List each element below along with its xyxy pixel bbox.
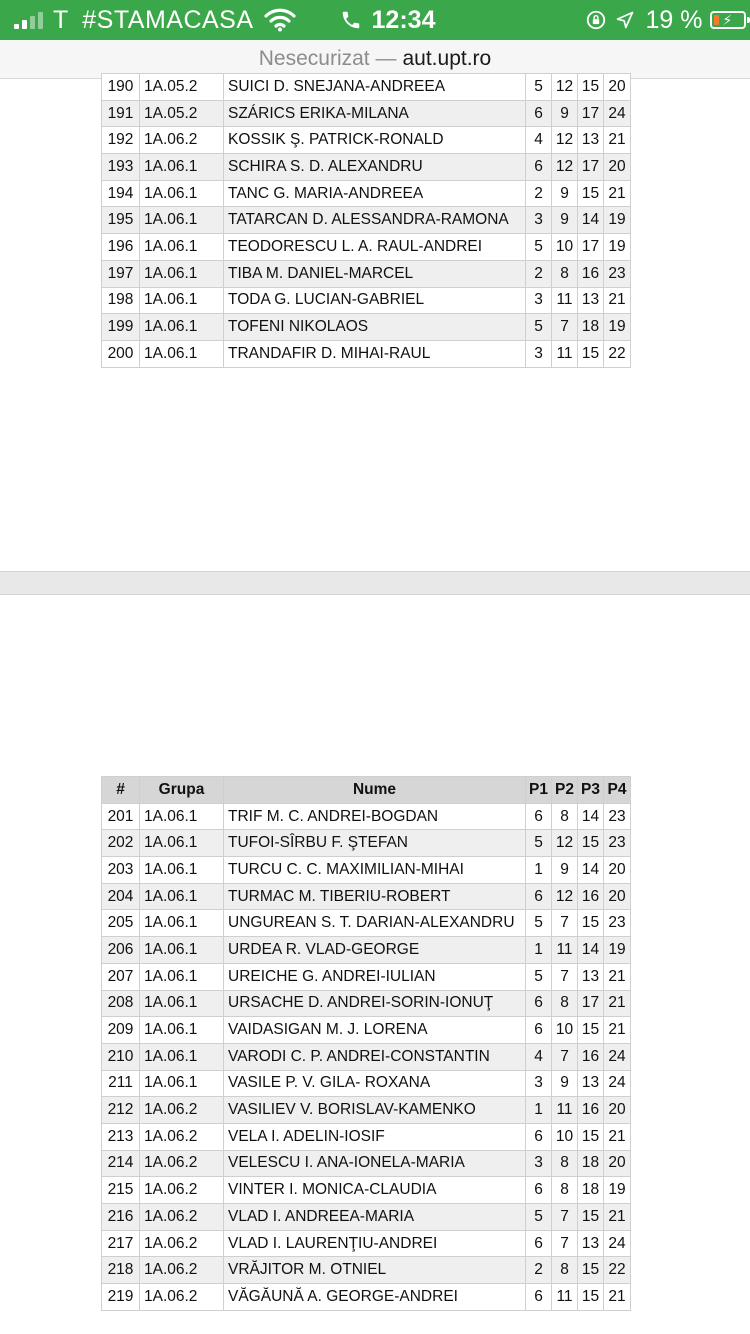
cell-grupa: 1A.06.1 <box>140 910 224 937</box>
cell-nume: TATARCAN D. ALESSANDRA-RAMONA <box>224 207 526 234</box>
cell-grupa: 1A.06.1 <box>140 830 224 857</box>
cell-grupa: 1A.06.2 <box>140 1177 224 1204</box>
cell-p3: 15 <box>578 1123 604 1150</box>
cell-p2: 12 <box>552 154 578 181</box>
cell-p3: 14 <box>578 803 604 830</box>
wifi-icon <box>264 8 296 32</box>
cell-p2: 8 <box>552 1150 578 1177</box>
cell-p1: 6 <box>526 1230 552 1257</box>
cell-number: 212 <box>102 1097 140 1124</box>
cell-p1: 2 <box>526 180 552 207</box>
cell-number: 196 <box>102 234 140 261</box>
table-row <box>102 857 631 884</box>
cell-number: 213 <box>102 1123 140 1150</box>
cell-number: 203 <box>102 857 140 884</box>
cell-p2: 7 <box>552 314 578 341</box>
table-row <box>102 260 631 287</box>
cell-p1: 5 <box>526 830 552 857</box>
cell-p2: 12 <box>552 883 578 910</box>
cell-grupa: 1A.06.1 <box>140 234 224 261</box>
table-row <box>102 1257 631 1284</box>
cell-p4: 21 <box>604 1284 631 1311</box>
cell-nume: VRĂJITOR M. OTNIEL <box>224 1257 526 1284</box>
cell-p1: 4 <box>526 1043 552 1070</box>
cell-number: 207 <box>102 963 140 990</box>
cell-nume: VLAD I. LAURENŢIU-ANDREI <box>224 1230 526 1257</box>
cell-p3: 13 <box>578 1230 604 1257</box>
table-row <box>102 1123 631 1150</box>
cell-p3: 15 <box>578 74 604 101</box>
table-row <box>102 180 631 207</box>
cell-p1: 6 <box>526 883 552 910</box>
cell-grupa: 1A.06.1 <box>140 1070 224 1097</box>
cell-p2: 7 <box>552 1204 578 1231</box>
cell-p2: 10 <box>552 1123 578 1150</box>
cell-p3: 13 <box>578 127 604 154</box>
cell-p1: 6 <box>526 1017 552 1044</box>
cell-p2: 9 <box>552 1070 578 1097</box>
cell-number: 214 <box>102 1150 140 1177</box>
grades-table-page-2 <box>101 776 631 1311</box>
cell-p1: 5 <box>526 963 552 990</box>
column-header-p1: P1 <box>526 777 552 804</box>
cell-number: 198 <box>102 287 140 314</box>
cell-p3: 18 <box>578 314 604 341</box>
cell-p1: 6 <box>526 154 552 181</box>
cell-nume: VAIDASIGAN M. J. LORENA <box>224 1017 526 1044</box>
cell-p2: 10 <box>552 1017 578 1044</box>
cell-p4: 22 <box>604 1257 631 1284</box>
cell-p1: 5 <box>526 910 552 937</box>
cell-grupa: 1A.06.2 <box>140 1097 224 1124</box>
table-row <box>102 1097 631 1124</box>
cell-p3: 15 <box>578 830 604 857</box>
cell-number: 208 <box>102 990 140 1017</box>
cell-p4: 24 <box>604 1043 631 1070</box>
cell-p2: 8 <box>552 1177 578 1204</box>
cell-p1: 2 <box>526 260 552 287</box>
cell-number: 199 <box>102 314 140 341</box>
cell-grupa: 1A.06.1 <box>140 990 224 1017</box>
cell-p2: 7 <box>552 910 578 937</box>
cell-grupa: 1A.06.1 <box>140 883 224 910</box>
cell-p1: 1 <box>526 1097 552 1124</box>
cell-p3: 17 <box>578 100 604 127</box>
cell-p1: 6 <box>526 100 552 127</box>
cell-p3: 15 <box>578 910 604 937</box>
column-header-p2: P2 <box>552 777 578 804</box>
cell-nume: VELA I. ADELIN-IOSIF <box>224 1123 526 1150</box>
cell-p4: 20 <box>604 1150 631 1177</box>
cell-grupa: 1A.06.1 <box>140 1017 224 1044</box>
cell-p3: 15 <box>578 1204 604 1231</box>
cell-p2: 9 <box>552 180 578 207</box>
cell-grupa: 1A.06.2 <box>140 1230 224 1257</box>
cell-p4: 20 <box>604 74 631 101</box>
cell-p3: 16 <box>578 1097 604 1124</box>
cell-number: 200 <box>102 340 140 367</box>
cell-p4: 21 <box>604 1123 631 1150</box>
cell-p4: 22 <box>604 340 631 367</box>
cell-p1: 1 <box>526 857 552 884</box>
table-row <box>102 830 631 857</box>
column-header-p4: P4 <box>604 777 631 804</box>
cell-number: 201 <box>102 803 140 830</box>
cell-nume: URDEA R. VLAD-GEORGE <box>224 937 526 964</box>
cell-p2: 11 <box>552 937 578 964</box>
cell-p3: 16 <box>578 260 604 287</box>
table-row <box>102 1230 631 1257</box>
cell-nume: VASILIEV V. BORISLAV-KAMENKO <box>224 1097 526 1124</box>
table-row <box>102 990 631 1017</box>
cell-p4: 20 <box>604 1097 631 1124</box>
cell-p4: 19 <box>604 937 631 964</box>
cell-nume: UREICHE G. ANDREI-IULIAN <box>224 963 526 990</box>
grades-table-page-1 <box>101 73 631 368</box>
cell-grupa: 1A.06.1 <box>140 857 224 884</box>
table-row <box>102 207 631 234</box>
cell-p4: 24 <box>604 1070 631 1097</box>
cell-grupa: 1A.06.2 <box>140 1150 224 1177</box>
cell-p3: 16 <box>578 883 604 910</box>
table-header-row <box>102 777 631 804</box>
cell-number: 202 <box>102 830 140 857</box>
cell-p4: 21 <box>604 287 631 314</box>
cell-p1: 5 <box>526 314 552 341</box>
cell-p2: 8 <box>552 990 578 1017</box>
cell-number: 193 <box>102 154 140 181</box>
cell-p2: 7 <box>552 1043 578 1070</box>
cell-number: 219 <box>102 1284 140 1311</box>
table-row <box>102 340 631 367</box>
cell-grupa: 1A.06.1 <box>140 180 224 207</box>
cell-nume: KOSSIK Ş. PATRICK-RONALD <box>224 127 526 154</box>
cell-nume: TOFENI NIKOLAOS <box>224 314 526 341</box>
table-row <box>102 1177 631 1204</box>
cell-number: 217 <box>102 1230 140 1257</box>
cellular-signal-icon <box>14 11 43 29</box>
cell-number: 197 <box>102 260 140 287</box>
orientation-lock-icon <box>585 9 607 31</box>
cell-p4: 19 <box>604 207 631 234</box>
cell-p3: 18 <box>578 1177 604 1204</box>
cell-grupa: 1A.05.2 <box>140 74 224 101</box>
table-row <box>102 1150 631 1177</box>
cell-grupa: 1A.06.1 <box>140 287 224 314</box>
table-row <box>102 100 631 127</box>
cell-nume: SCHIRA S. D. ALEXANDRU <box>224 154 526 181</box>
cell-p2: 8 <box>552 803 578 830</box>
cell-p3: 15 <box>578 1017 604 1044</box>
cell-p1: 6 <box>526 803 552 830</box>
cell-p4: 24 <box>604 100 631 127</box>
table-row <box>102 234 631 261</box>
cell-p3: 16 <box>578 1043 604 1070</box>
cell-grupa: 1A.06.1 <box>140 963 224 990</box>
cell-p4: 21 <box>604 990 631 1017</box>
cell-nume: TIBA M. DANIEL-MARCEL <box>224 260 526 287</box>
cell-p2: 12 <box>552 74 578 101</box>
cell-grupa: 1A.05.2 <box>140 100 224 127</box>
cell-p2: 9 <box>552 207 578 234</box>
cell-p4: 23 <box>604 803 631 830</box>
security-indicator: Nesecurizat — <box>258 47 397 70</box>
table-row <box>102 154 631 181</box>
cell-number: 190 <box>102 74 140 101</box>
cell-p4: 20 <box>604 154 631 181</box>
cell-nume: VLAD I. ANDREEA-MARIA <box>224 1204 526 1231</box>
cell-p4: 23 <box>604 910 631 937</box>
cell-number: 218 <box>102 1257 140 1284</box>
cell-p2: 11 <box>552 340 578 367</box>
cell-number: 216 <box>102 1204 140 1231</box>
cell-nume: TUFOI-SÎRBU F. ŞTEFAN <box>224 830 526 857</box>
cell-grupa: 1A.06.2 <box>140 1123 224 1150</box>
cell-p1: 5 <box>526 74 552 101</box>
battery-charging-icon: ⚡ <box>710 11 746 29</box>
cell-nume: TODA G. LUCIAN-GABRIEL <box>224 287 526 314</box>
cell-p3: 13 <box>578 963 604 990</box>
cell-p4: 23 <box>604 830 631 857</box>
table-row <box>102 287 631 314</box>
cell-p2: 10 <box>552 234 578 261</box>
url-host: aut.upt.ro <box>402 47 492 70</box>
cell-nume: URSACHE D. ANDREI-SORIN-IONUŢ <box>224 990 526 1017</box>
cell-nume: TEODORESCU L. A. RAUL-ANDREI <box>224 234 526 261</box>
cell-grupa: 1A.06.2 <box>140 1257 224 1284</box>
cell-p4: 21 <box>604 963 631 990</box>
carrier-name: T <box>53 5 69 34</box>
cell-nume: VĂGĂUNĂ A. GEORGE-ANDREI <box>224 1284 526 1311</box>
cell-number: 194 <box>102 180 140 207</box>
cell-p3: 15 <box>578 180 604 207</box>
table-row <box>102 314 631 341</box>
table-row <box>102 74 631 101</box>
cell-number: 205 <box>102 910 140 937</box>
cell-nume: VINTER I. MONICA-CLAUDIA <box>224 1177 526 1204</box>
cell-grupa: 1A.06.1 <box>140 260 224 287</box>
clock-time: 12:34 <box>371 5 436 34</box>
cell-nume: SZÁRICS ERIKA-MILANA <box>224 100 526 127</box>
cell-p3: 14 <box>578 937 604 964</box>
cell-p1: 5 <box>526 234 552 261</box>
cell-p3: 14 <box>578 207 604 234</box>
cell-p3: 17 <box>578 234 604 261</box>
cell-p1: 6 <box>526 1284 552 1311</box>
cell-number: 215 <box>102 1177 140 1204</box>
location-arrow-icon <box>615 10 635 30</box>
cell-nume: TRIF M. C. ANDREI-BOGDAN <box>224 803 526 830</box>
cell-grupa: 1A.06.1 <box>140 803 224 830</box>
column-header-nume: Nume <box>224 777 526 804</box>
table-row <box>102 1070 631 1097</box>
cell-p4: 24 <box>604 1230 631 1257</box>
cell-p2: 8 <box>552 260 578 287</box>
cell-p2: 9 <box>552 100 578 127</box>
cell-p1: 6 <box>526 1177 552 1204</box>
table-row <box>102 803 631 830</box>
cell-p3: 18 <box>578 1150 604 1177</box>
cell-grupa: 1A.06.1 <box>140 154 224 181</box>
cell-number: 195 <box>102 207 140 234</box>
cell-p3: 13 <box>578 287 604 314</box>
cell-p3: 17 <box>578 154 604 181</box>
cell-p3: 14 <box>578 857 604 884</box>
cell-p4: 19 <box>604 314 631 341</box>
column-header-p3: P3 <box>578 777 604 804</box>
cell-nume: TURMAC M. TIBERIU-ROBERT <box>224 883 526 910</box>
cell-p4: 20 <box>604 883 631 910</box>
cell-grupa: 1A.06.2 <box>140 127 224 154</box>
column-header-number: # <box>102 777 140 804</box>
cell-p2: 11 <box>552 287 578 314</box>
cell-nume: VARODI C. P. ANDREI-CONSTANTIN <box>224 1043 526 1070</box>
cell-grupa: 1A.06.1 <box>140 340 224 367</box>
cell-p4: 19 <box>604 234 631 261</box>
cell-p1: 4 <box>526 127 552 154</box>
table-row <box>102 1204 631 1231</box>
table-row <box>102 910 631 937</box>
column-header-grupa: Grupa <box>140 777 224 804</box>
cell-p4: 21 <box>604 1204 631 1231</box>
cell-grupa: 1A.06.2 <box>140 1204 224 1231</box>
cell-p3: 17 <box>578 990 604 1017</box>
cell-nume: VASILE P. V. GILA- ROXANA <box>224 1070 526 1097</box>
cell-p1: 3 <box>526 1150 552 1177</box>
cell-p4: 19 <box>604 1177 631 1204</box>
battery-percentage: 19 % <box>645 5 703 34</box>
cell-p4: 23 <box>604 260 631 287</box>
cell-p1: 3 <box>526 340 552 367</box>
cell-grupa: 1A.06.1 <box>140 314 224 341</box>
cell-p2: 7 <box>552 963 578 990</box>
cell-number: 192 <box>102 127 140 154</box>
cell-p1: 2 <box>526 1257 552 1284</box>
cell-nume: TRANDAFIR D. MIHAI-RAUL <box>224 340 526 367</box>
cell-p2: 12 <box>552 127 578 154</box>
table-row <box>102 1017 631 1044</box>
cell-p2: 12 <box>552 830 578 857</box>
pdf-page-separator <box>0 571 750 595</box>
cell-p1: 6 <box>526 990 552 1017</box>
cell-number: 211 <box>102 1070 140 1097</box>
phone-call-icon <box>340 9 362 31</box>
cell-nume: SUICI D. SNEJANA-ANDREEA <box>224 74 526 101</box>
cell-p2: 9 <box>552 857 578 884</box>
cell-p1: 3 <box>526 287 552 314</box>
cell-p2: 7 <box>552 1230 578 1257</box>
cell-p4: 20 <box>604 857 631 884</box>
cell-grupa: 1A.06.1 <box>140 1043 224 1070</box>
cell-number: 191 <box>102 100 140 127</box>
table-row <box>102 883 631 910</box>
cell-p4: 21 <box>604 180 631 207</box>
table-row <box>102 963 631 990</box>
table-row <box>102 1284 631 1311</box>
cell-p2: 11 <box>552 1284 578 1311</box>
cell-grupa: 1A.06.2 <box>140 1284 224 1311</box>
cell-number: 209 <box>102 1017 140 1044</box>
cell-p4: 21 <box>604 127 631 154</box>
cell-p2: 11 <box>552 1097 578 1124</box>
table-row <box>102 127 631 154</box>
cell-number: 206 <box>102 937 140 964</box>
table-row <box>102 1043 631 1070</box>
cell-p1: 1 <box>526 937 552 964</box>
cell-p3: 15 <box>578 1284 604 1311</box>
cell-p2: 8 <box>552 1257 578 1284</box>
table-row <box>102 937 631 964</box>
cell-nume: UNGUREAN S. T. DARIAN-ALEXANDRU <box>224 910 526 937</box>
cell-p1: 3 <box>526 1070 552 1097</box>
cell-grupa: 1A.06.1 <box>140 937 224 964</box>
wifi-network-name: #STAMACASA <box>82 5 254 34</box>
cell-number: 204 <box>102 883 140 910</box>
cell-nume: TANC G. MARIA-ANDREEA <box>224 180 526 207</box>
status-bar <box>0 0 750 40</box>
cell-nume: VELESCU I. ANA-IONELA-MARIA <box>224 1150 526 1177</box>
cell-p4: 21 <box>604 1017 631 1044</box>
cell-p1: 3 <box>526 207 552 234</box>
cell-p1: 5 <box>526 1204 552 1231</box>
cell-p3: 15 <box>578 1257 604 1284</box>
cell-p3: 13 <box>578 1070 604 1097</box>
cell-number: 210 <box>102 1043 140 1070</box>
cell-grupa: 1A.06.1 <box>140 207 224 234</box>
cell-p1: 6 <box>526 1123 552 1150</box>
cell-nume: TURCU C. C. MAXIMILIAN-MIHAI <box>224 857 526 884</box>
cell-p3: 15 <box>578 340 604 367</box>
